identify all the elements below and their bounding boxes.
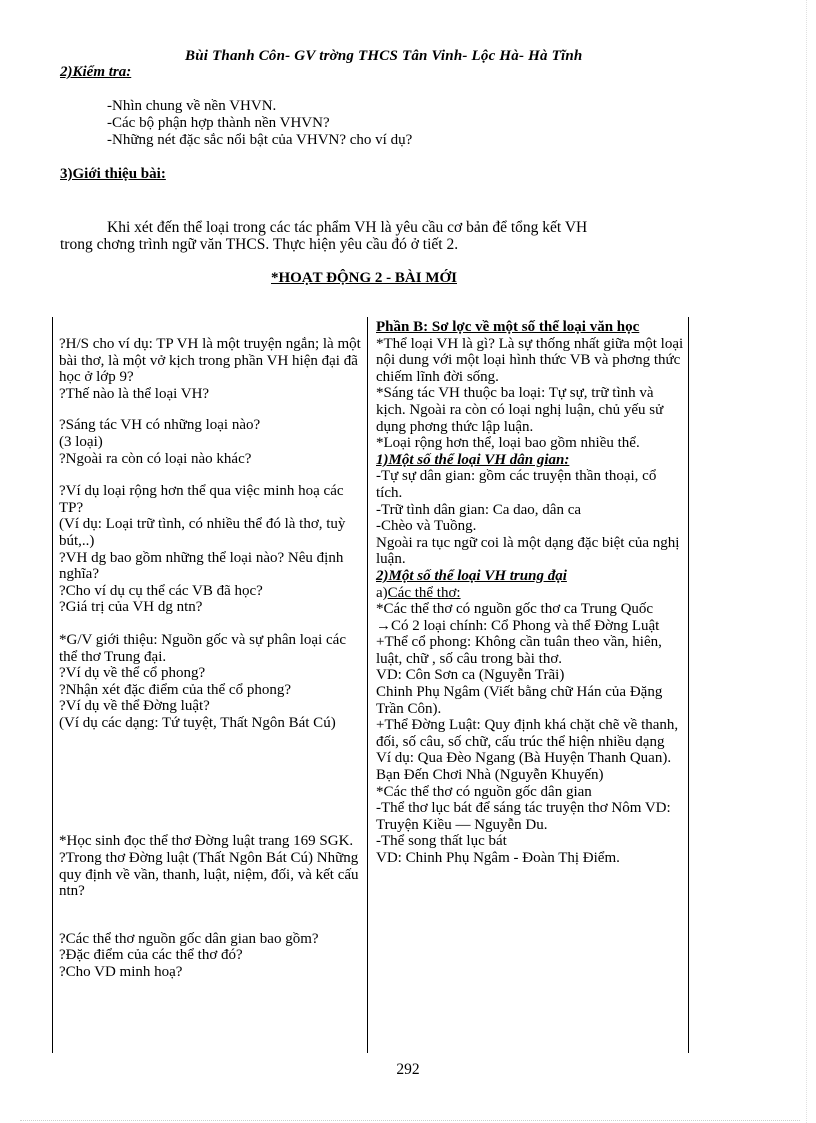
page-right-rule	[806, 0, 807, 1123]
page-number: 292	[396, 1061, 420, 1078]
right-paragraph: *Loại rộng hơn thể, loại bao gồm nhiều thể.	[376, 435, 640, 452]
left-question: ?Sáng tác VH có những loại nào?	[59, 417, 261, 434]
cac-the-tho-subheading: a)Các thể thơ:	[376, 584, 461, 601]
kiemtra-item-3: -Những nét đặc sắc nổi bật của VHVN? cho ví dụ?	[107, 132, 413, 148]
left-question: ?Cho VD minh hoạ?	[59, 964, 183, 981]
right-paragraph: +Thể cổ phong: Không cần tuân theo vần, hiên, luật, chữ , số câu trong bài thơ.	[376, 634, 662, 667]
left-question: ?Ngoài ra còn có loại nào khác?	[59, 450, 252, 467]
right-paragraph: -Tự sự dân gian: gồm các truyện thần thoại, cổ tích.	[376, 468, 657, 501]
left-question: *Học sinh đọc thể thơ Đờng luật trang 169 SGK.	[59, 833, 354, 850]
left-question: (Ví dụ các dạng: Tứ tuyệt, Thất Ngôn Bát Cú)	[59, 714, 336, 731]
left-question: ?Ví dụ về thể Đờng luật?	[59, 698, 210, 715]
left-question: *G/V giới thiệu: Nguồn gốc và sự phân loại các thể thơ Trung đại.	[59, 631, 346, 665]
right-paragraph: *Các thể thơ có nguồn gốc thơ ca Trung Quốc	[376, 601, 654, 618]
right-paragraph: Ví dụ: Qua Đèo Ngang (Bà Huyện Thanh Quan).	[376, 750, 672, 767]
left-question: ?Ví dụ về thể cổ phong?	[59, 665, 206, 682]
left-question: ?Ví dụ loại rộng hơn thể qua việc minh hoạ các TP?	[59, 483, 344, 516]
right-paragraph: →Có 2 loại chính: Cổ Phong và thể Đờng Luật	[376, 617, 660, 634]
left-question: ?Thế nào là thể loại VH?	[59, 385, 210, 402]
left-block-5	[59, 833, 361, 899]
right-paragraph: -Trữ tình dân gian: Ca dao, dân ca	[376, 501, 582, 518]
left-question: ?VH dg bao gồm những thể loại nào? Nêu định nghĩa?	[59, 549, 344, 583]
part-b-heading: Phần B: Sơ lợc về một số thể loại văn học	[376, 319, 640, 335]
left-question: (Ví dụ: Loại trữ tình, có nhiều thể đó là thơ, tuỳ bút,..)	[59, 516, 346, 549]
left-question: ?Giá trị của VH dg ntn?	[59, 599, 203, 616]
right-paragraph: Bạn Đến Chơi Nhà (Nguyễn Khuyến)	[376, 767, 604, 784]
left-question: ?Đặc điểm của các thể thơ đó?	[59, 947, 243, 964]
left-question: (3 loại)	[59, 433, 103, 450]
gioithieu-line-2: trong chơng trình ngữ văn THCS. Thực hiện yêu cầu đó ở tiết 2.	[60, 236, 459, 253]
page-bottom-rule	[20, 1120, 800, 1121]
right-paragraph: -Chèo và Tuồng.	[376, 518, 477, 535]
page-header: Bùi Thanh Côn- GV trờng THCS Tân Vinh- Lộc Hà- Hà Tĩnh	[185, 48, 583, 64]
table-middle-border	[367, 317, 368, 1053]
right-paragraph: VD: Chinh Phụ Ngâm - Đoàn Thị Điểm.	[376, 850, 620, 866]
gioithieu-line-1: Khi xét đến thể loại trong các tác phẩm VH là yêu cầu cơ bản để tổng kết VH	[107, 219, 588, 236]
left-block-4	[59, 632, 361, 732]
left-block-2	[59, 417, 361, 467]
right-paragraph: -Thể thơ lục bát để sáng tác truyện thơ Nôm VD: Truyện Kiều — Nguyễn Du.	[376, 800, 671, 833]
kiemtra-item-2: -Các bộ phận hợp thành nền VHVN?	[107, 115, 330, 131]
left-question: ?Cho ví dụ cụ thể các VB đã học?	[59, 582, 263, 599]
table-right-border	[688, 317, 689, 1053]
left-block-6	[59, 931, 361, 981]
left-block-3	[59, 483, 361, 616]
right-paragraph: VD: Côn Sơn ca (Nguyễn Trãi)	[376, 667, 565, 684]
right-paragraph: *Các thể thơ có nguồn gốc dân gian	[376, 783, 592, 800]
kiemtra-heading: 2)Kiểm tra:	[60, 64, 132, 80]
gioithieu-heading: 3)Giới thiệu bài:	[60, 166, 166, 182]
left-question: ?Nhận xét đặc điểm của thể cổ phong?	[59, 681, 291, 698]
right-paragraph: Chinh Phụ Ngâm (Viết bằng chữ Hán của Đặng Trần Côn).	[376, 684, 663, 717]
right-paragraph: -Thể song thất lục bát	[376, 833, 507, 850]
right-paragraph: +Thể Đờng Luật: Quy định khá chặt chẽ về thanh, đối, số câu, số chữ, cấu trúc thể hiện nhiều dạng	[376, 717, 679, 750]
dan-gian-heading: 1)Một số thể loại VH dân gian:	[376, 451, 570, 468]
right-paragraph: Ngoài ra tục ngữ coi là một dạng đặc biệt của nghị luận.	[376, 534, 680, 568]
left-question: ?Các thể thơ nguồn gốc dân gian bao gồm?	[59, 930, 319, 947]
right-paragraph: *Thể loại VH là gì? Là sự thống nhất giữa một loại nội dung với một loại hình thức VB và phơng thức chiếm lĩnh đời sống.	[376, 335, 684, 385]
kiemtra-item-1: -Nhìn chung về nền VHVN.	[107, 98, 277, 114]
left-question: ?H/S cho ví dụ: TP VH là một truyện ngắn; là một bài thơ, là một vở kịch trong phần VH hiện đại đã học ở lớp 9?	[59, 336, 361, 386]
trung-dai-heading: 2)Một số thể loại VH trung đại	[376, 567, 567, 584]
table-left-border	[52, 317, 53, 1053]
right-paragraph: *Sáng tác VH thuộc ba loại: Tự sự, trữ tình và kịch. Ngoài ra còn có loại nghị luận, chủ yếu sử dụng phơng thức lập luận.	[376, 385, 664, 435]
left-question: ?Trong thơ Đờng luật (Thất Ngôn Bát Cú) Những quy định về vần, thanh, luật, niệm, đối, và kết cấu ntn?	[59, 850, 359, 900]
right-column	[376, 319, 684, 867]
left-column	[59, 336, 361, 981]
activity-title: *HOẠT ĐỘNG 2 - BÀI MỚI	[271, 270, 457, 286]
left-block-1	[59, 336, 361, 402]
